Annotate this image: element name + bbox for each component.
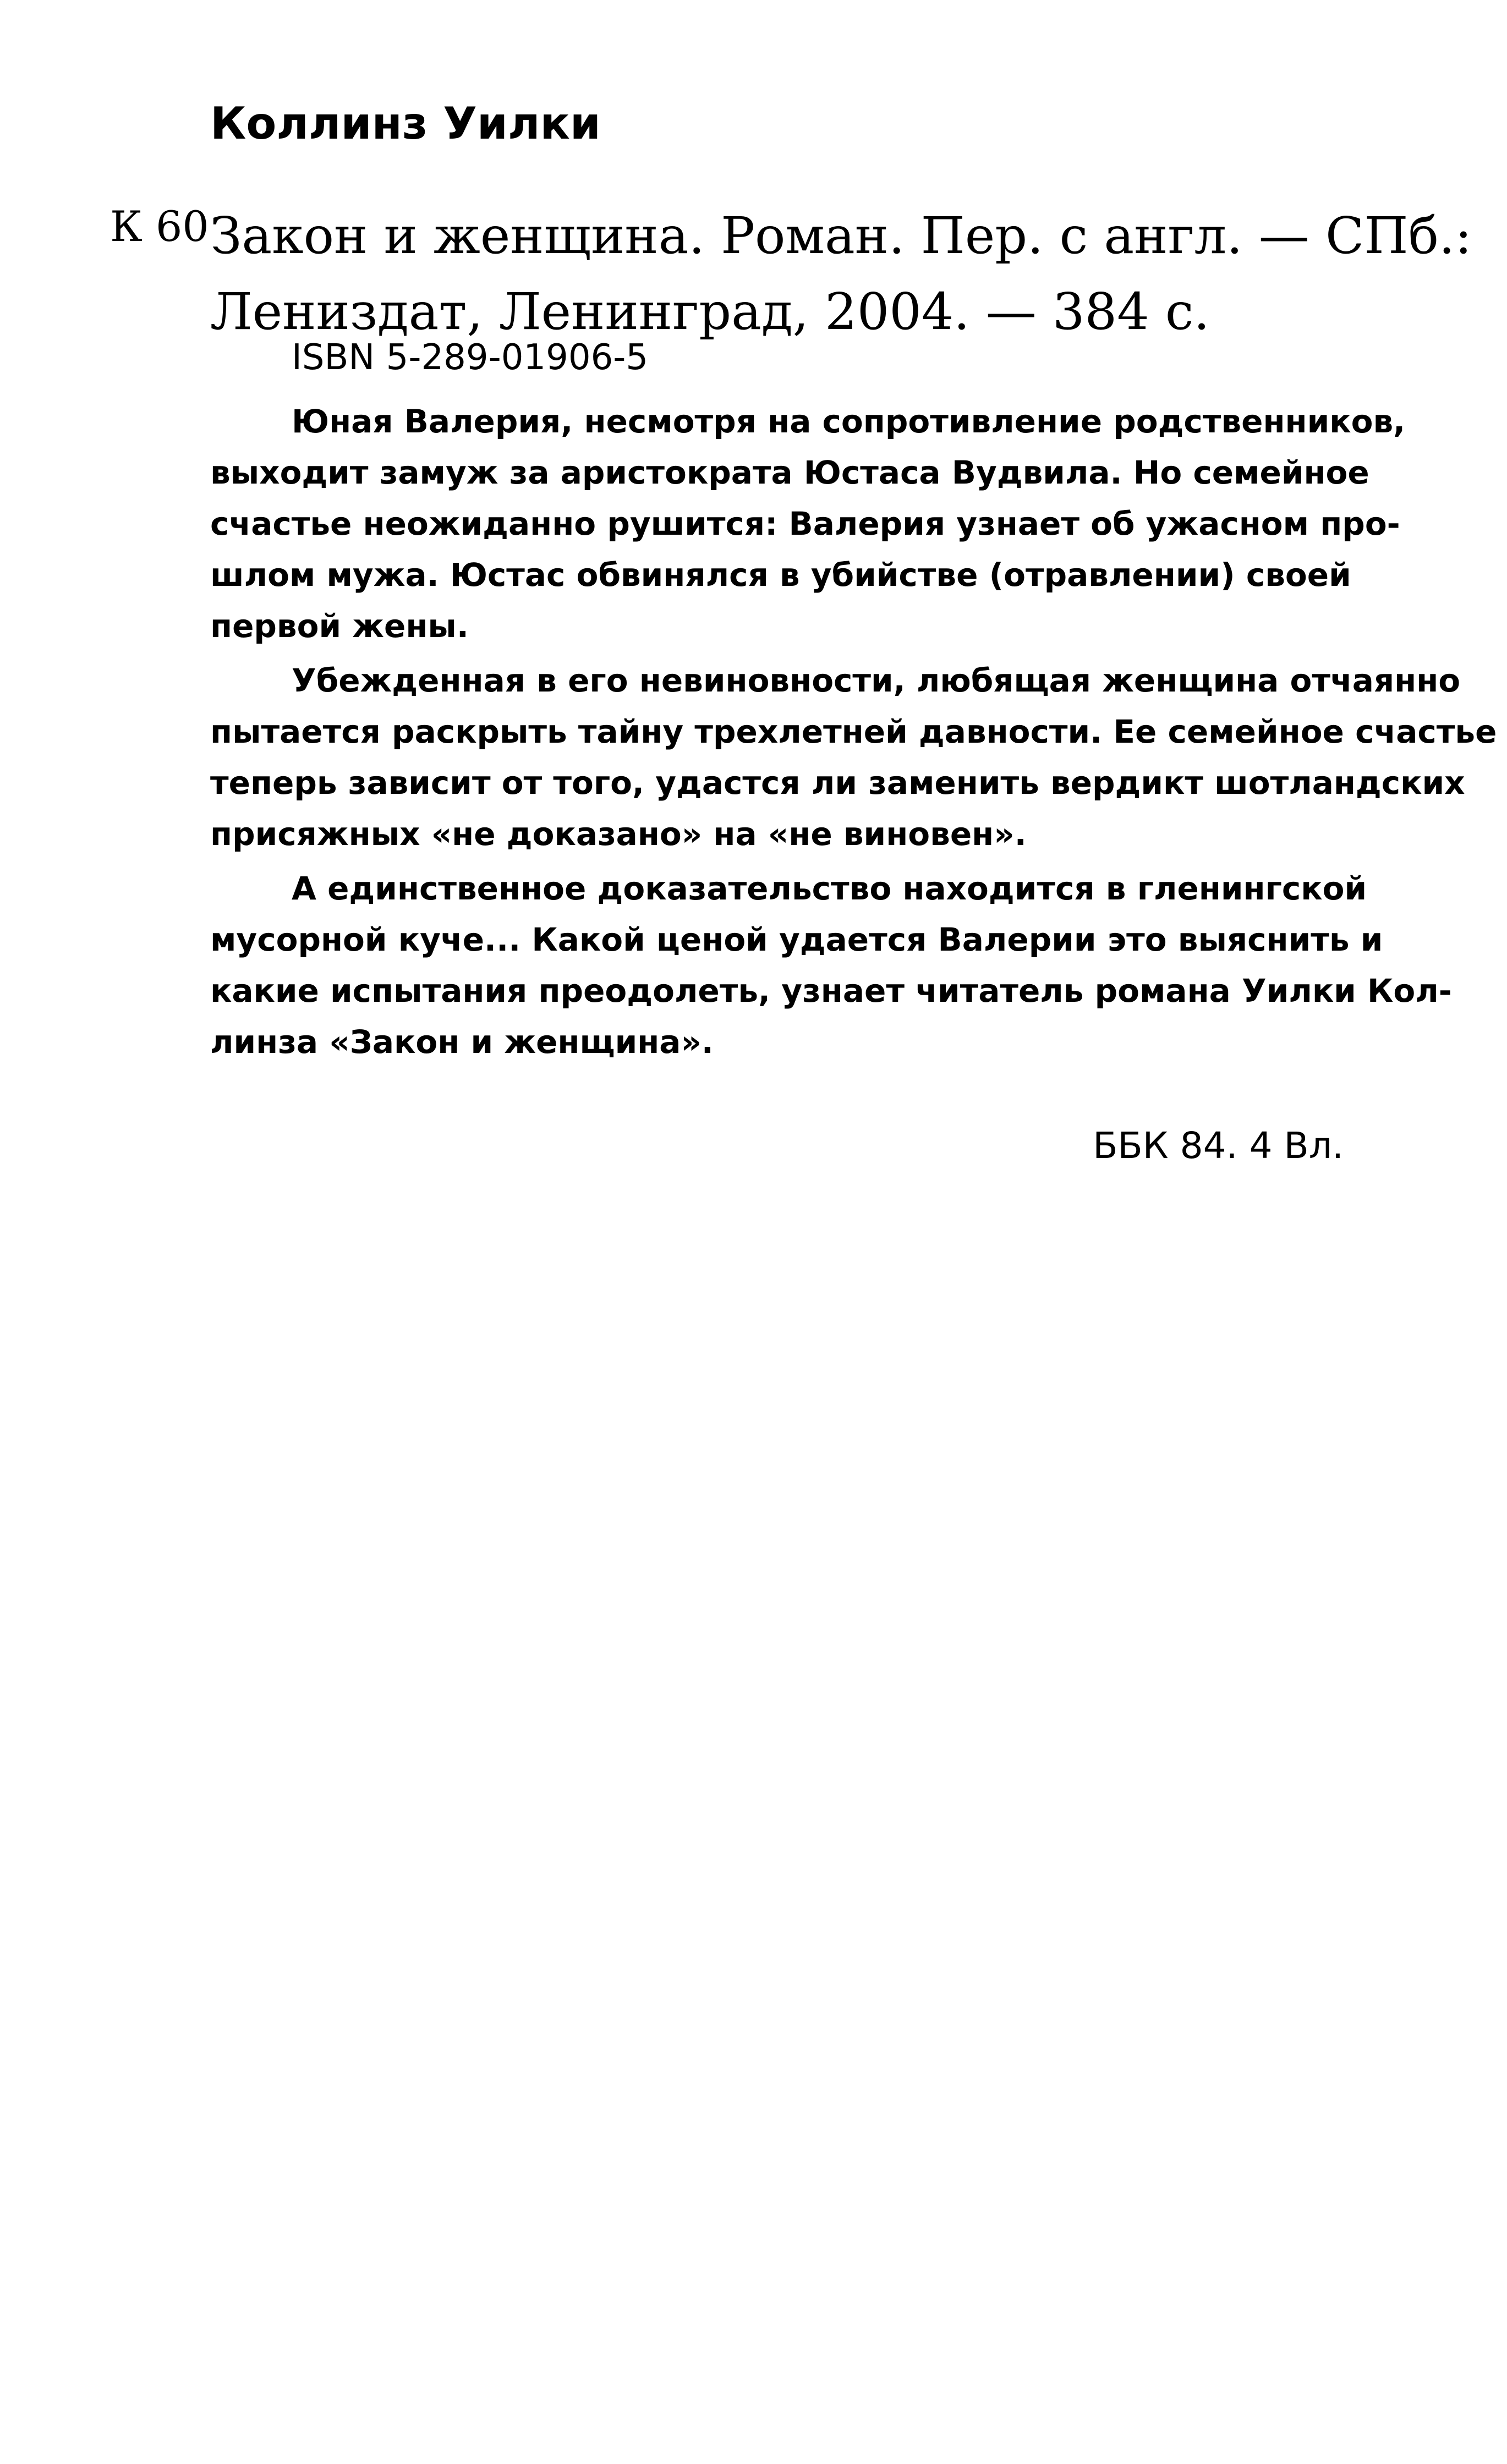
annotation-line: шлом мужа. Юстас обвинялся в убийстве (отравлении) своей xyxy=(210,556,1351,594)
annotation-line: присяжных «не доказано» на «не виновен». xyxy=(210,815,1027,853)
annotation-line: выходит замуж за аристократа Юстаса Вудвила. Но семейное xyxy=(210,454,1369,491)
annotation-line: А единственное доказательство находится в гленингской xyxy=(292,870,1367,907)
annotation-line: какие испытания преодолеть, узнает читатель романа Уилки Кол- xyxy=(210,972,1452,1009)
annotation-paragraph xyxy=(210,863,1452,1068)
author-name: Коллинз Уилки xyxy=(210,98,601,149)
title-line: Закон и женщина. Роман. Пер. с англ. — СПб.: xyxy=(210,206,1472,265)
annotation-line: Юная Валерия, несмотря на сопротивление родственников, xyxy=(292,403,1406,440)
annotation-line: Убежденная в его невиновности, любящая женщина отчаянно xyxy=(292,662,1461,699)
annotation-paragraph xyxy=(210,396,1406,652)
annotation-line: первой жены. xyxy=(210,607,469,645)
annotation-paragraph xyxy=(210,655,1497,860)
annotation xyxy=(210,396,1497,1071)
annotation-line: мусорной куче... Какой ценой удается Валерии это выяснить и xyxy=(210,921,1383,958)
annotation-line: счастье неожиданно рушится: Валерия узнает об ужасном про- xyxy=(210,505,1400,542)
annotation-line: пытается раскрыть тайну трехлетней давности. Ее семейное счастье xyxy=(210,713,1497,750)
bbk-classification: ББК 84. 4 Вл. xyxy=(1093,1124,1344,1167)
isbn: ISBN 5-289-01906-5 xyxy=(292,337,649,378)
catalog-code: К 60 xyxy=(110,202,209,251)
bibliographic-title xyxy=(210,198,1472,350)
annotation-line: теперь зависит от того, удастся ли заменить вердикт шотландских xyxy=(210,764,1465,802)
annotation-line: линза «Закон и женщина». xyxy=(210,1023,714,1061)
title-line: Лениздат, Ленинград, 2004. — 384 с. xyxy=(210,282,1210,341)
